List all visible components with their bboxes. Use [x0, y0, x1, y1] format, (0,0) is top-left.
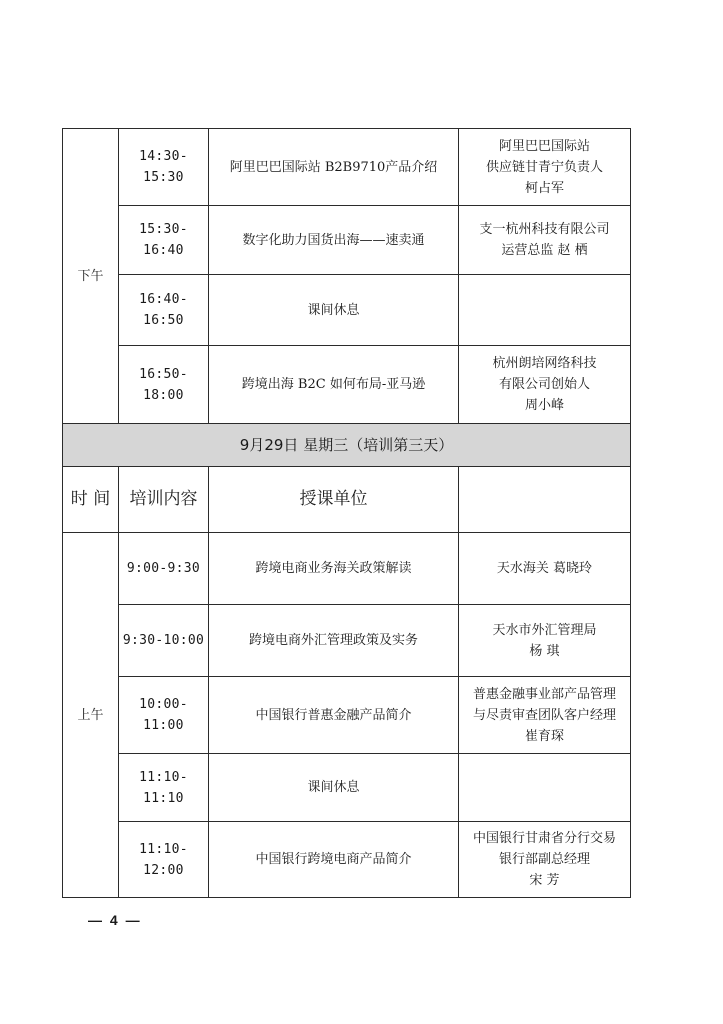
instructor-line: 与尽责审查团队客户经理 [472, 707, 616, 723]
instructor-line: 崔育琛 [524, 728, 564, 744]
instructor-line: 阿里巴巴国际站 [498, 138, 590, 154]
time-cell: 11:10-12:00 [119, 822, 209, 898]
instructor-line: 普惠金融事业部产品管理 [472, 686, 616, 702]
day-title: 9月29日 星期三（培训第三天） [63, 424, 631, 467]
time-cell: 9:30-10:00 [119, 605, 209, 677]
training-schedule-table [62, 128, 631, 898]
instructor-line: 供应链甘青宁负责人 [485, 159, 603, 175]
column-header-content: 培训内容 [119, 467, 209, 533]
column-header-time: 时 间 [63, 467, 119, 533]
topic-cell: 跨境电商外汇管理政策及实务 [209, 605, 459, 677]
time-cell: 16:40-16:50 [119, 275, 209, 346]
instructor-line: 周小峰 [524, 398, 564, 413]
topic-cell: 中国银行普惠金融产品简介 [209, 677, 459, 754]
column-header-row [63, 467, 631, 533]
topic-cell: 中国银行跨境电商产品简介 [209, 822, 459, 898]
time-cell: 9:00-9:30 [119, 533, 209, 605]
time-cell: 14:30-15:30 [119, 129, 209, 206]
page-number: — 4 — [88, 912, 142, 928]
instructor-line: 银行部副总经理 [498, 852, 590, 867]
instructor-line: 中国银行甘肃省分行交易 [472, 831, 616, 846]
topic-cell: 阿里巴巴国际站 B2B9710产品介绍 [209, 129, 459, 206]
instructor-cell [459, 275, 631, 346]
instructor-line: 运营总监 赵 栖 [501, 243, 588, 258]
instructor-cell [459, 533, 631, 605]
topic-cell: 课间休息 [209, 275, 459, 346]
day-header-row [63, 424, 631, 467]
instructor-line: 有限公司创始人 [498, 377, 590, 392]
instructor-line: 柯占军 [524, 180, 564, 196]
time-cell: 15:30-16:40 [119, 206, 209, 275]
table-row [63, 605, 631, 677]
topic-cell: 数字化助力国货出海——速卖通 [209, 206, 459, 275]
instructor-cell [459, 346, 631, 424]
instructor-cell [459, 605, 631, 677]
instructor-line: 天水海关 葛晓玲 [496, 561, 593, 576]
instructor-line: 杨 琪 [529, 643, 560, 659]
instructor-cell [459, 206, 631, 275]
instructor-line: 支一杭州科技有限公司 [479, 222, 610, 237]
table-row [63, 275, 631, 346]
topic-cell: 跨境电商业务海关政策解读 [209, 533, 459, 605]
table-row [63, 754, 631, 822]
table-row [63, 346, 631, 424]
instructor-line: 宋 芳 [529, 873, 560, 888]
topic-cell: 跨境出海 B2C 如何布局-亚马逊 [209, 346, 459, 424]
instructor-cell [459, 754, 631, 822]
topic-cell: 课间休息 [209, 754, 459, 822]
table-row [63, 129, 631, 206]
time-cell: 16:50-18:00 [119, 346, 209, 424]
period-cell-afternoon: 下午 [63, 129, 119, 424]
table-row [63, 533, 631, 605]
instructor-cell [459, 677, 631, 754]
table-row [63, 822, 631, 898]
table-row [63, 206, 631, 275]
column-header-unit: 授课单位 [209, 467, 459, 533]
table-row [63, 677, 631, 754]
instructor-line: 杭州朗培网络科技 [492, 356, 597, 371]
instructor-line: 天水市外汇管理局 [492, 622, 597, 638]
column-header-extra [459, 467, 631, 533]
time-cell: 10:00-11:00 [119, 677, 209, 754]
instructor-cell [459, 822, 631, 898]
instructor-cell [459, 129, 631, 206]
period-cell-morning: 上午 [63, 533, 119, 898]
time-cell: 11:10-11:10 [119, 754, 209, 822]
